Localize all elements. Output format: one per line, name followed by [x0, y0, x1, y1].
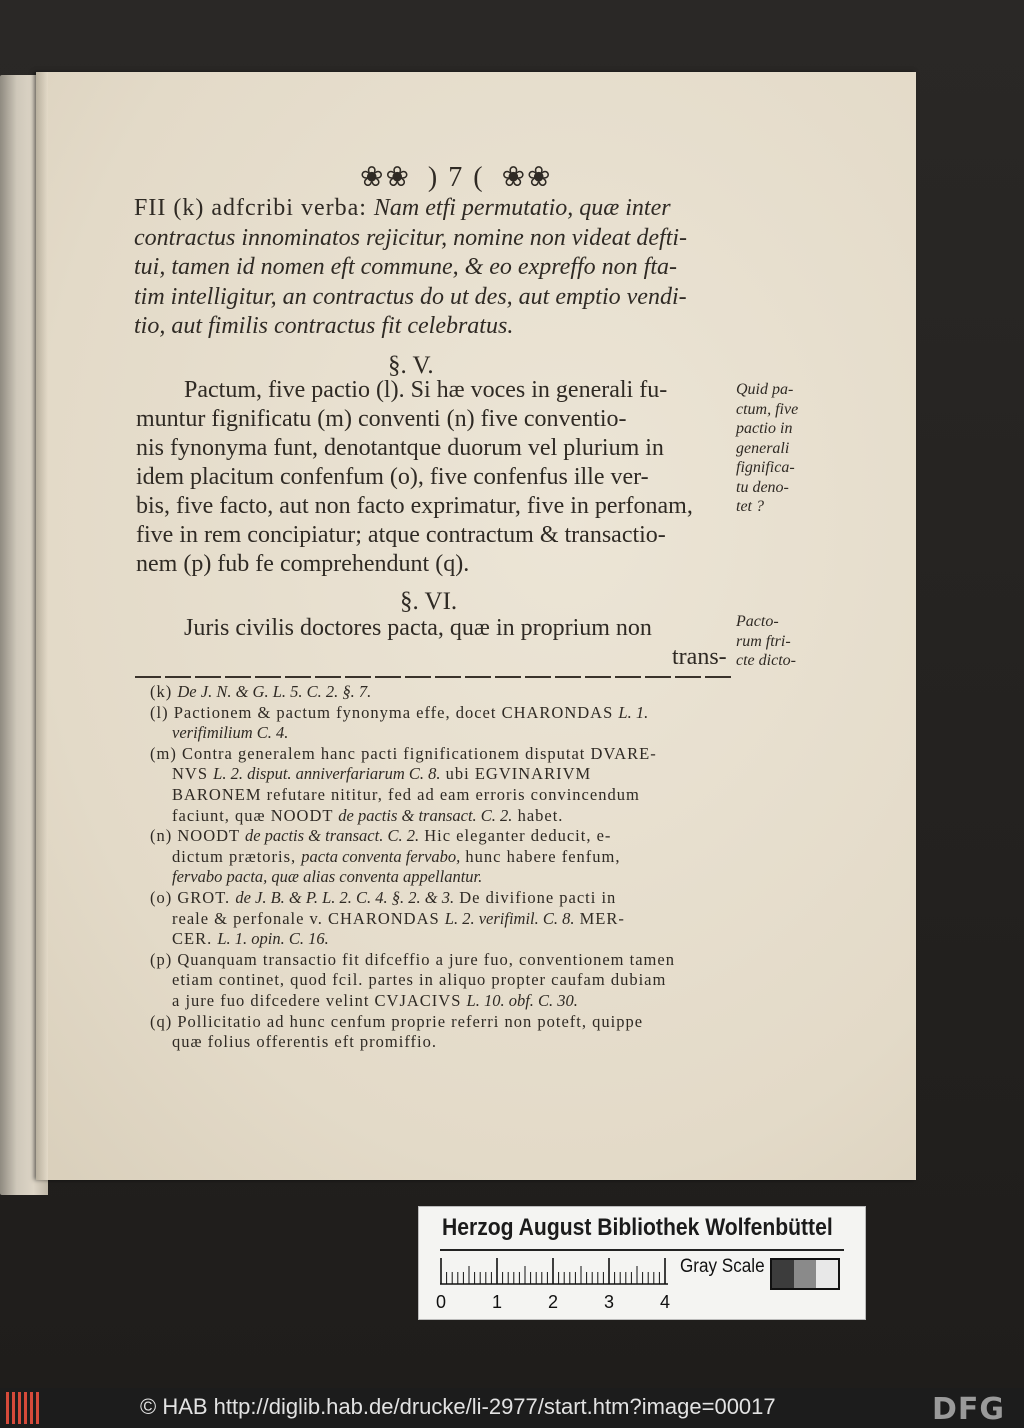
page-number: ) 7 ( — [427, 162, 485, 193]
footnote-line — [172, 847, 620, 868]
italic-text: tui, tamen id nomen eft commune, & eo expreffo non fta- — [134, 254, 677, 280]
footnote-line — [150, 888, 616, 909]
footnote-line — [172, 929, 329, 950]
footnote-line — [172, 909, 625, 930]
ruler-number: 3 — [604, 1292, 615, 1312]
text: habet. — [512, 805, 564, 825]
footnote-line — [150, 744, 657, 765]
section-line: muntur fignificatu (m) conventi (n) five conventio- — [136, 406, 627, 432]
text: MER- — [574, 908, 625, 928]
margin-note-line: Pacto- — [736, 613, 779, 630]
section-line: bis, five facto, aut non facto exprimatur, five in perfonam, — [136, 493, 693, 519]
text: (l) Pactionem & pactum fynonyma effe, docet CHARONDAS — [150, 702, 619, 722]
section-line: idem placitum confenfum (o), five confenfus ille ver- — [136, 464, 649, 490]
italic-text: pacta conventa fervabo, — [301, 846, 461, 866]
paragraph-line — [134, 283, 687, 312]
footnote-line — [172, 785, 640, 806]
margin-note-line: rum ftri- — [736, 632, 791, 650]
section-6-heading: §. VI. — [400, 588, 458, 615]
ruler-number: 1 — [492, 1292, 503, 1312]
page-gutter-shadow — [36, 72, 48, 1180]
italic-text: de J. B. & P. L. 2. C. 4. §. 2. & 3. — [235, 888, 455, 907]
italic-text: L. 10. obf. C. 30. — [466, 991, 578, 1010]
text: CER. — [172, 929, 218, 949]
margin-note-line: tu deno- — [736, 478, 789, 496]
dfg-logo: DFG — [932, 1392, 1006, 1427]
margin-note-line: ctum, five — [736, 400, 799, 418]
card-rule — [440, 1249, 844, 1251]
italic-text: de pactis & transact. C. 2. — [244, 826, 420, 846]
text: quæ folius offerentis eft promiffio. — [172, 1032, 437, 1052]
footnote-line — [172, 764, 591, 785]
margin-note-line: fignifica- — [736, 459, 795, 476]
text: faciunt, quæ NOODT — [172, 805, 339, 825]
section-line: nis fynonyma funt, denotantque duorum vel plurium in — [136, 435, 664, 461]
paragraph-line — [134, 194, 671, 223]
ruler-number: 0 — [436, 1292, 447, 1312]
footnote-line — [172, 970, 666, 991]
text: NVS — [172, 764, 214, 784]
footnote-line — [172, 867, 482, 888]
footnote-line — [172, 1032, 437, 1053]
italic-text: tim intelligitur, an contractus do ut des, aut emptio vendi- — [134, 283, 687, 310]
margin-note-line: Quid pa- — [736, 381, 794, 398]
gray-scale-label: Gray Scale — [680, 1256, 765, 1277]
text: (q) Pollicitatio ad hunc cenfum proprie referri non poteft, quippe — [150, 1011, 644, 1031]
footnote-line — [150, 703, 648, 724]
footnote-line — [172, 991, 578, 1012]
italic-text: verifimilium C. 4. — [172, 723, 289, 743]
paragraph-line — [134, 312, 513, 341]
scale-ruler — [440, 1257, 668, 1285]
text: reale & perfonale v. CHARONDAS — [172, 908, 445, 928]
barcode-icon — [6, 1392, 42, 1424]
italic-text: Nam etfi permutatio, quæ inter — [373, 195, 671, 221]
text: (p) Quanquam transactio fit difceffio a jure fuo, conventionem tamen — [150, 949, 675, 969]
italic-text: tio, aut fimilis contractus fit celebratus. — [134, 313, 514, 339]
section-5-heading: §. V. — [388, 352, 434, 379]
margin-note-line: generali — [736, 439, 790, 457]
section-line: Juris civilis doctores pacta, quæ in proprium non — [184, 615, 652, 641]
margin-note-line: cte dicto- — [736, 652, 796, 669]
text: BARONEM refutare nititur, fed ad eam erroris convincendum — [172, 785, 640, 804]
text: a jure fuo difcedere velint CVJACIVS — [172, 991, 467, 1010]
italic-text: L. 1. — [618, 702, 649, 722]
footnote-line — [150, 950, 675, 971]
gray-scale-swatch — [770, 1258, 840, 1290]
ruler-number: 2 — [548, 1292, 559, 1312]
margin-note-line: tet ? — [736, 498, 764, 515]
text: FII (k) adfcribi verba: — [134, 195, 374, 221]
text: hunc habere fenfum, — [460, 846, 621, 866]
footnote-separator — [135, 676, 735, 678]
footnote-line — [150, 682, 371, 703]
footer-credit-link[interactable]: © HAB http://diglib.hab.de/drucke/li-2977/start.htm?image=00017 — [140, 1394, 776, 1419]
footnote-line — [172, 806, 563, 827]
text: (o) GROT. — [150, 888, 236, 907]
italic-text: de pactis & transact. C. 2. — [338, 805, 513, 825]
text: dictum prætoris, — [172, 846, 302, 866]
text: De divifione pacti in — [454, 888, 617, 907]
margin-note-line: pactio in — [736, 420, 793, 437]
italic-text: De J. N. & G. L. 5. C. 2. §. 7. — [177, 682, 372, 701]
text: Hic eleganter deducit, e- — [419, 826, 612, 846]
section-line: nem (p) fub fe comprehendunt (q). — [136, 551, 470, 577]
running-header — [360, 160, 553, 194]
text: (k) — [150, 682, 178, 701]
text: etiam continet, quod fcil. partes in aliquo propter caufam dubiam — [172, 970, 667, 990]
section-line: trans- — [672, 644, 727, 670]
section-line: five in rem concipiatur; atque contractum & transactio- — [136, 522, 666, 548]
text: (n) NOODT — [150, 826, 245, 846]
paragraph-line — [134, 224, 687, 253]
italic-text: L. 2. disput. anniverfariarum C. 8. — [213, 764, 441, 784]
header-ornament-right: ❀❀ — [501, 162, 553, 193]
italic-text: L. 1. opin. C. 16. — [217, 929, 329, 949]
footnote-line — [150, 826, 611, 847]
text: (m) Contra generalem hanc pacti fignificationem disputat DVARE- — [150, 743, 657, 763]
footnote-line — [172, 723, 288, 744]
italic-text: fervabo pacta, quæ alias conventa appellantur. — [172, 867, 483, 887]
ruler-number: 4 — [660, 1292, 671, 1312]
library-name: Herzog August Bibliothek Wolfenbüttel — [442, 1214, 833, 1241]
italic-text: contractus innominatos rejicitur, nomine non videat defti- — [134, 224, 688, 251]
section-line: Pactum, five pactio (l). Si hæ voces in generali fu- — [184, 377, 668, 403]
italic-text: L. 2. verifimil. C. 8. — [444, 908, 575, 928]
footnote-line — [150, 1012, 643, 1033]
text: ubi EGVINARIVM — [440, 764, 592, 784]
paragraph-line — [134, 253, 677, 282]
header-ornament-left: ❀❀ — [360, 162, 411, 193]
